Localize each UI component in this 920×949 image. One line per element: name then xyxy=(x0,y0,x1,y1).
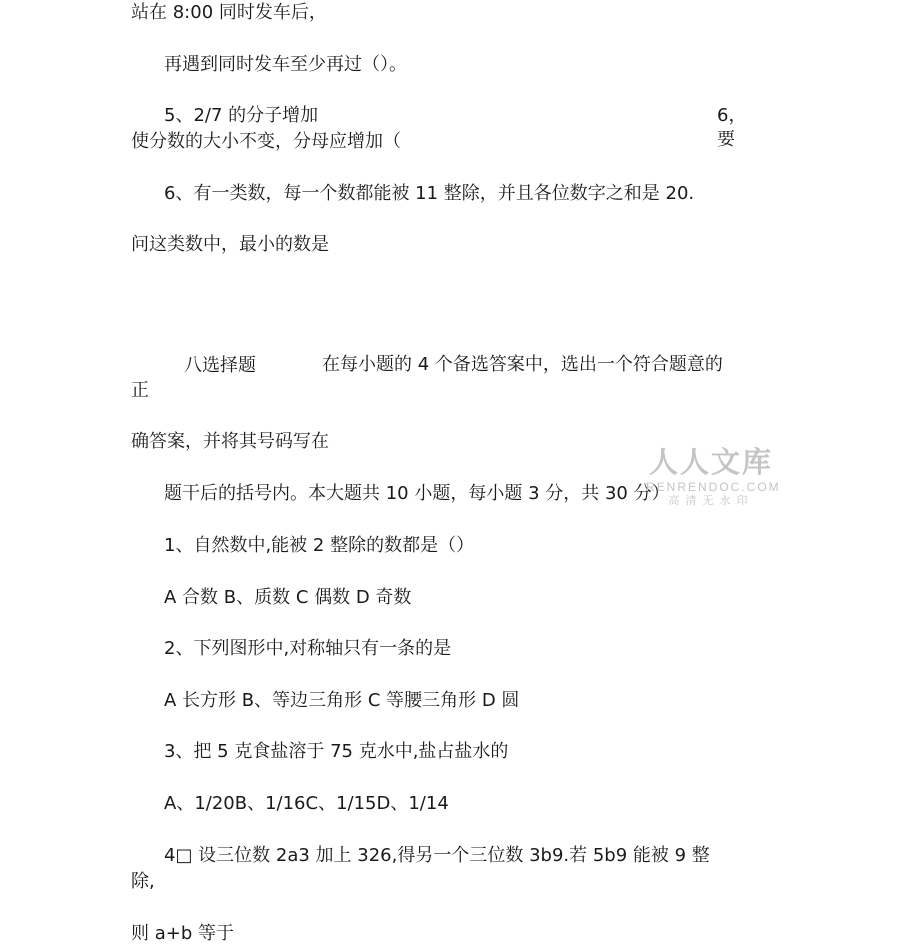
section-heading: 八选择题 xyxy=(184,355,256,376)
question-1-options: A 合数 B、质数 C 偶数 D 奇数 xyxy=(164,587,412,608)
question-3-options: A、1/20B、1/16C、1/15D、1/14 xyxy=(164,793,449,814)
text-line-8: 正 xyxy=(131,380,149,401)
text-line-10: 题干后的括号内。本大题共 10 小题，每小题 3 分，共 30 分） xyxy=(164,483,670,504)
text-line-4: 使分数的大小不变，分母应增加（ xyxy=(131,131,401,152)
text-line-3: 5、2/7 的分子增加 xyxy=(164,105,319,126)
watermark-subtitle: 高清无水印 xyxy=(668,494,754,507)
text-line-9: 确答案，并将其号码写在 xyxy=(131,431,329,452)
text-line-4b: 要 xyxy=(717,129,735,150)
text-line-3b: 6， xyxy=(717,105,747,126)
watermark-logo xyxy=(646,445,781,508)
question-4-cont2: 则 a+b 等于 xyxy=(131,923,234,944)
question-4-cont: 除, xyxy=(131,871,155,892)
question-3: 3、把 5 克食盐溶于 75 克水中,盐占盐水的 xyxy=(164,741,509,762)
text-line-1: 站在 8:00 同时发车后， xyxy=(131,2,327,23)
text-line-7: 在每小题的 4 个备选答案中，选出一个符合题意的 xyxy=(322,354,723,375)
watermark-title: 人人文库 xyxy=(648,445,773,479)
question-1: 1、自然数中,能被 2 整除的数都是（） xyxy=(164,535,475,556)
text-line-6: 问这类数中，最小的数是 xyxy=(131,234,329,255)
question-2-options: A 长方形 B、等边三角形 C 等腰三角形 D 圆 xyxy=(164,690,520,711)
question-4: 4□ 设三位数 2a3 加上 326,得另一个三位数 3b9.若 5b9 能被 9 整 xyxy=(164,845,710,866)
text-line-5: 6、有一类数，每一个数都能被 11 整除，并且各位数字之和是 20. xyxy=(164,183,695,204)
watermark-domain: RENRENDOC.COM xyxy=(646,480,781,494)
question-2: 2、下列图形中,对称轴只有一条的是 xyxy=(164,638,452,659)
text-line-2: 再遇到同时发车至少再过（）。 xyxy=(164,54,407,75)
